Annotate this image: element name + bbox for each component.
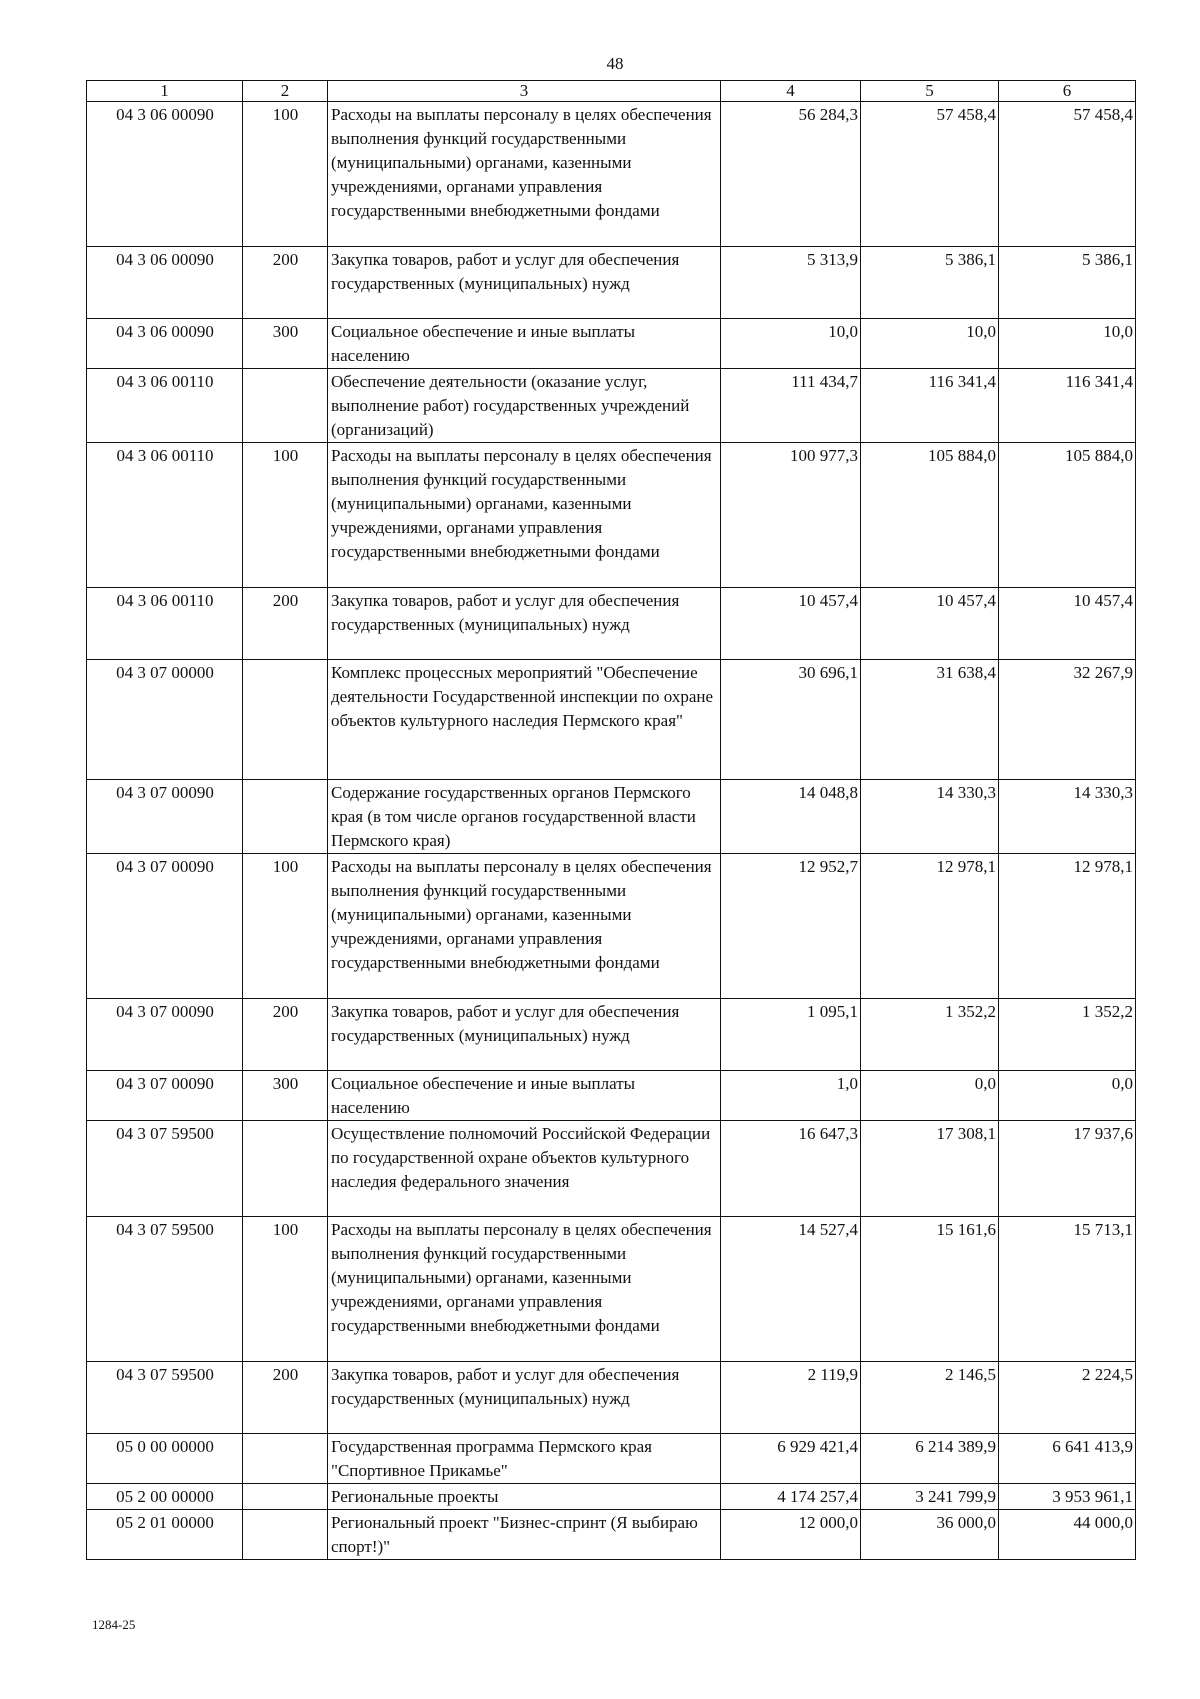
table-row: [87, 1217, 1136, 1362]
table-row: [87, 854, 1136, 999]
row-value-4: 12 952,7: [721, 854, 861, 999]
row-value-5: 36 000,0: [861, 1510, 999, 1560]
row-value-4: 16 647,3: [721, 1121, 861, 1217]
row-name: Социальное обеспечение и иные выплаты населению: [328, 319, 721, 369]
row-value-6: 3 953 961,1: [999, 1484, 1136, 1510]
row-value-5: 31 638,4: [861, 660, 999, 780]
row-code: 05 2 01 00000: [87, 1510, 243, 1560]
row-name: Закупка товаров, работ и услуг для обеспечения государственных (муниципальных) нужд: [328, 999, 721, 1071]
row-kind: [243, 1434, 328, 1484]
row-value-5: 15 161,6: [861, 1217, 999, 1362]
row-code: 04 3 07 59500: [87, 1217, 243, 1362]
row-value-4: 100 977,3: [721, 443, 861, 588]
row-name: Закупка товаров, работ и услуг для обеспечения государственных (муниципальных) нужд: [328, 247, 721, 319]
row-name: Комплекс процессных мероприятий "Обеспечение деятельности Государственной инспекции по охране объектов культурного наследия Пермского края": [328, 660, 721, 780]
table-row: [87, 1121, 1136, 1217]
table-row: [87, 443, 1136, 588]
row-value-5: 14 330,3: [861, 780, 999, 854]
table-row: [87, 780, 1136, 854]
row-value-6: 44 000,0: [999, 1510, 1136, 1560]
row-value-5: 2 146,5: [861, 1362, 999, 1434]
row-value-6: 2 224,5: [999, 1362, 1136, 1434]
row-name: Социальное обеспечение и иные выплаты населению: [328, 1071, 721, 1121]
row-value-5: 1 352,2: [861, 999, 999, 1071]
row-value-4: 14 048,8: [721, 780, 861, 854]
row-code: 04 3 06 00110: [87, 588, 243, 660]
row-value-6: 6 641 413,9: [999, 1434, 1136, 1484]
row-name: Обеспечение деятельности (оказание услуг, выполнение работ) государственных учреждений (организаций): [328, 369, 721, 443]
row-value-5: 6 214 389,9: [861, 1434, 999, 1484]
row-kind: 100: [243, 102, 328, 247]
row-code: 04 3 06 00090: [87, 247, 243, 319]
table-row: [87, 1071, 1136, 1121]
row-value-6: 57 458,4: [999, 102, 1136, 247]
row-code: 04 3 06 00110: [87, 369, 243, 443]
row-value-6: 5 386,1: [999, 247, 1136, 319]
row-code: 04 3 06 00090: [87, 102, 243, 247]
row-value-4: 12 000,0: [721, 1510, 861, 1560]
row-value-4: 6 929 421,4: [721, 1434, 861, 1484]
row-name: Государственная программа Пермского края "Спортивное Прикамье": [328, 1434, 721, 1484]
row-value-4: 30 696,1: [721, 660, 861, 780]
row-kind: [243, 660, 328, 780]
column-header-1: 1: [87, 81, 243, 102]
row-value-4: 4 174 257,4: [721, 1484, 861, 1510]
row-value-4: 5 313,9: [721, 247, 861, 319]
row-name: Содержание государственных органов Пермского края (в том числе органов государственной власти Пермского края): [328, 780, 721, 854]
header-row: [87, 81, 1136, 102]
table-row: [87, 660, 1136, 780]
row-kind: 200: [243, 588, 328, 660]
row-value-5: 0,0: [861, 1071, 999, 1121]
row-value-6: 116 341,4: [999, 369, 1136, 443]
table-row: [87, 247, 1136, 319]
row-code: 04 3 07 00090: [87, 854, 243, 999]
row-value-5: 116 341,4: [861, 369, 999, 443]
row-code: 04 3 07 00090: [87, 1071, 243, 1121]
row-name: Расходы на выплаты персоналу в целях обеспечения выполнения функций государственными (муниципальными) органами, казенными учреждениями, органами управления государственными внебюджетными фондами: [328, 102, 721, 247]
row-kind: 300: [243, 1071, 328, 1121]
row-kind: [243, 780, 328, 854]
row-name: Региональные проекты: [328, 1484, 721, 1510]
row-code: 04 3 07 00000: [87, 660, 243, 780]
row-value-6: 32 267,9: [999, 660, 1136, 780]
row-kind: [243, 1484, 328, 1510]
row-kind: 300: [243, 319, 328, 369]
row-value-4: 56 284,3: [721, 102, 861, 247]
row-name: Региональный проект "Бизнес-спринт (Я выбираю спорт!)": [328, 1510, 721, 1560]
page-number: 48: [606, 54, 624, 73]
row-value-5: 5 386,1: [861, 247, 999, 319]
row-kind: 100: [243, 1217, 328, 1362]
column-header-6: 6: [999, 81, 1136, 102]
column-header-3: 3: [328, 81, 721, 102]
row-code: 04 3 07 59500: [87, 1121, 243, 1217]
row-kind: [243, 369, 328, 443]
row-value-6: 14 330,3: [999, 780, 1136, 854]
table-row: [87, 1434, 1136, 1484]
row-code: 05 2 00 00000: [87, 1484, 243, 1510]
row-value-6: 1 352,2: [999, 999, 1136, 1071]
row-value-4: 111 434,7: [721, 369, 861, 443]
row-kind: 200: [243, 247, 328, 319]
row-value-4: 1 095,1: [721, 999, 861, 1071]
row-value-4: 10,0: [721, 319, 861, 369]
row-value-4: 10 457,4: [721, 588, 861, 660]
row-value-4: 1,0: [721, 1071, 861, 1121]
row-value-4: 2 119,9: [721, 1362, 861, 1434]
row-value-5: 3 241 799,9: [861, 1484, 999, 1510]
row-kind: 100: [243, 854, 328, 999]
row-value-5: 105 884,0: [861, 443, 999, 588]
table-row: [87, 999, 1136, 1071]
column-header-5: 5: [861, 81, 999, 102]
table-row: [87, 1484, 1136, 1510]
row-code: 04 3 07 59500: [87, 1362, 243, 1434]
row-kind: 100: [243, 443, 328, 588]
table-row: [87, 588, 1136, 660]
row-code: 04 3 07 00090: [87, 999, 243, 1071]
row-code: 04 3 06 00110: [87, 443, 243, 588]
row-value-5: 12 978,1: [861, 854, 999, 999]
row-value-4: 14 527,4: [721, 1217, 861, 1362]
row-value-6: 10 457,4: [999, 588, 1136, 660]
row-value-6: 12 978,1: [999, 854, 1136, 999]
row-value-5: 57 458,4: [861, 102, 999, 247]
row-name: Закупка товаров, работ и услуг для обеспечения государственных (муниципальных) нужд: [328, 1362, 721, 1434]
table-row: [87, 319, 1136, 369]
row-value-6: 10,0: [999, 319, 1136, 369]
row-name: Расходы на выплаты персоналу в целях обеспечения выполнения функций государственными (муниципальными) органами, казенными учреждениями, органами управления государственными внебюджетными фондами: [328, 854, 721, 999]
table-row: [87, 369, 1136, 443]
row-kind: [243, 1510, 328, 1560]
row-code: 04 3 07 00090: [87, 780, 243, 854]
row-value-5: 10 457,4: [861, 588, 999, 660]
table-row: [87, 1362, 1136, 1434]
row-value-6: 105 884,0: [999, 443, 1136, 588]
table-row: [87, 1510, 1136, 1560]
row-value-5: 10,0: [861, 319, 999, 369]
row-code: 05 0 00 00000: [87, 1434, 243, 1484]
row-name: Расходы на выплаты персоналу в целях обеспечения выполнения функций государственными (муниципальными) органами, казенными учреждениями, органами управления государственными внебюджетными фондами: [328, 443, 721, 588]
document-id: 1284-25: [92, 1617, 136, 1632]
row-name: Расходы на выплаты персоналу в целях обеспечения выполнения функций государственными (муниципальными) органами, казенными учреждениями, органами управления государственными внебюджетными фондами: [328, 1217, 721, 1362]
row-value-6: 0,0: [999, 1071, 1136, 1121]
column-header-4: 4: [721, 81, 861, 102]
row-value-6: 17 937,6: [999, 1121, 1136, 1217]
column-header-2: 2: [243, 81, 328, 102]
row-code: 04 3 06 00090: [87, 319, 243, 369]
row-value-6: 15 713,1: [999, 1217, 1136, 1362]
row-kind: [243, 1121, 328, 1217]
row-kind: 200: [243, 1362, 328, 1434]
row-name: Закупка товаров, работ и услуг для обеспечения государственных (муниципальных) нужд: [328, 588, 721, 660]
row-name: Осуществление полномочий Российской Федерации по государственной охране объектов культурного наследия федерального значения: [328, 1121, 721, 1217]
row-value-5: 17 308,1: [861, 1121, 999, 1217]
row-kind: 200: [243, 999, 328, 1071]
table-row: [87, 102, 1136, 247]
budget-table: [86, 80, 1136, 1560]
